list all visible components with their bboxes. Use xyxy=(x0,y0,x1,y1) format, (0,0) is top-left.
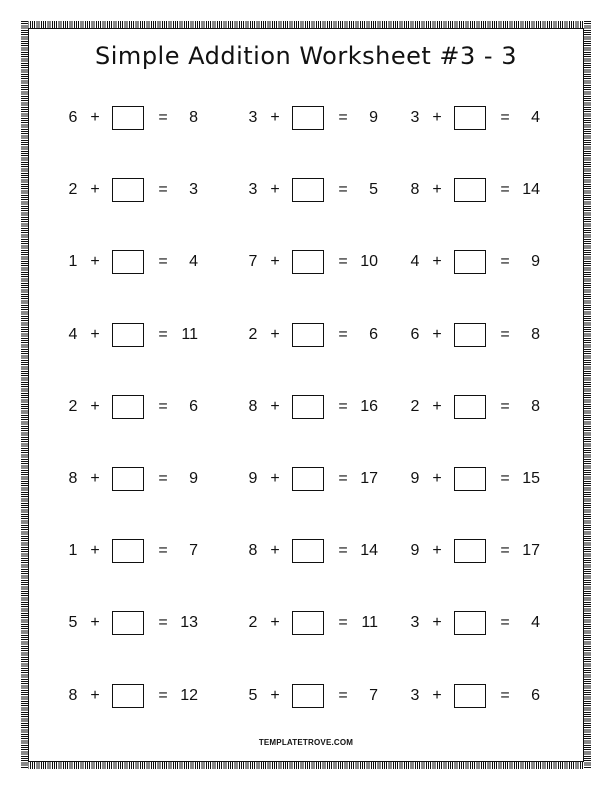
sum-value: 16 xyxy=(360,398,378,415)
addition-problem xyxy=(246,178,386,202)
addition-problem xyxy=(66,539,206,563)
answer-box[interactable] xyxy=(112,684,144,708)
sum-value: 12 xyxy=(180,687,198,704)
plus-sign: + xyxy=(90,109,100,126)
equals-sign: = xyxy=(338,687,348,704)
equals-sign: = xyxy=(500,398,510,415)
addend: 9 xyxy=(410,542,420,559)
sum-value: 4 xyxy=(189,253,198,270)
addend: 5 xyxy=(248,687,258,704)
plus-sign: + xyxy=(90,614,100,631)
plus-sign: + xyxy=(432,470,442,487)
answer-box[interactable] xyxy=(454,611,486,635)
sum-value: 7 xyxy=(189,542,198,559)
sum-value: 11 xyxy=(181,326,198,343)
plus-sign: + xyxy=(432,109,442,126)
addend: 3 xyxy=(248,109,258,126)
plus-sign: + xyxy=(90,542,100,559)
equals-sign: = xyxy=(158,253,168,270)
answer-box[interactable] xyxy=(292,611,324,635)
equals-sign: = xyxy=(500,253,510,270)
plus-sign: + xyxy=(90,687,100,704)
equals-sign: = xyxy=(500,614,510,631)
plus-sign: + xyxy=(270,398,280,415)
equals-sign: = xyxy=(158,181,168,198)
equals-sign: = xyxy=(338,326,348,343)
addend: 3 xyxy=(248,181,258,198)
plus-sign: + xyxy=(90,253,100,270)
addend: 9 xyxy=(410,470,420,487)
addition-problem xyxy=(246,250,386,274)
equals-sign: = xyxy=(500,326,510,343)
plus-sign: + xyxy=(90,326,100,343)
plus-sign: + xyxy=(270,470,280,487)
addition-problem xyxy=(66,178,206,202)
addend: 8 xyxy=(68,687,78,704)
addend: 7 xyxy=(248,253,258,270)
addend: 2 xyxy=(68,181,78,198)
equals-sign: = xyxy=(338,614,348,631)
answer-box[interactable] xyxy=(112,250,144,274)
addend: 4 xyxy=(410,253,420,270)
addition-problem xyxy=(408,467,548,491)
addition-problem xyxy=(408,395,548,419)
addend: 3 xyxy=(410,614,420,631)
addition-problem xyxy=(246,539,386,563)
sum-value: 4 xyxy=(531,614,540,631)
answer-box[interactable] xyxy=(292,323,324,347)
addend: 9 xyxy=(248,470,258,487)
answer-box[interactable] xyxy=(454,178,486,202)
addend: 8 xyxy=(68,470,78,487)
equals-sign: = xyxy=(158,109,168,126)
plus-sign: + xyxy=(90,470,100,487)
addition-problem xyxy=(246,467,386,491)
equals-sign: = xyxy=(500,109,510,126)
addend: 4 xyxy=(68,326,78,343)
sum-value: 6 xyxy=(369,326,378,343)
answer-box[interactable] xyxy=(112,467,144,491)
equals-sign: = xyxy=(500,542,510,559)
equals-sign: = xyxy=(158,687,168,704)
addition-problem xyxy=(408,611,548,635)
plus-sign: + xyxy=(270,614,280,631)
sum-value: 6 xyxy=(189,398,198,415)
plus-sign: + xyxy=(270,687,280,704)
sum-value: 10 xyxy=(360,253,378,270)
sum-value: 14 xyxy=(522,181,540,198)
addition-problem xyxy=(408,178,548,202)
answer-box[interactable] xyxy=(454,539,486,563)
plus-sign: + xyxy=(270,542,280,559)
plus-sign: + xyxy=(432,398,442,415)
sum-value: 11 xyxy=(361,614,378,631)
equals-sign: = xyxy=(500,181,510,198)
answer-box[interactable] xyxy=(292,539,324,563)
sum-value: 7 xyxy=(369,687,378,704)
equals-sign: = xyxy=(338,398,348,415)
equals-sign: = xyxy=(338,253,348,270)
addition-problem xyxy=(66,611,206,635)
addition-problem xyxy=(246,395,386,419)
addition-problem xyxy=(408,106,548,130)
equals-sign: = xyxy=(338,542,348,559)
addend: 3 xyxy=(410,687,420,704)
plus-sign: + xyxy=(90,181,100,198)
plus-sign: + xyxy=(270,326,280,343)
sum-value: 17 xyxy=(360,470,378,487)
equals-sign: = xyxy=(158,470,168,487)
answer-box[interactable] xyxy=(292,467,324,491)
plus-sign: + xyxy=(432,687,442,704)
sum-value: 8 xyxy=(531,398,540,415)
sum-value: 13 xyxy=(180,614,198,631)
answer-box[interactable] xyxy=(454,467,486,491)
equals-sign: = xyxy=(158,614,168,631)
equals-sign: = xyxy=(500,687,510,704)
addend: 1 xyxy=(68,253,78,270)
sum-value: 9 xyxy=(189,470,198,487)
answer-box[interactable] xyxy=(292,395,324,419)
answer-box[interactable] xyxy=(454,684,486,708)
addend: 2 xyxy=(68,398,78,415)
answer-box[interactable] xyxy=(112,395,144,419)
sum-value: 8 xyxy=(531,326,540,343)
answer-box[interactable] xyxy=(454,250,486,274)
plus-sign: + xyxy=(270,253,280,270)
answer-box[interactable] xyxy=(112,178,144,202)
plus-sign: + xyxy=(432,614,442,631)
addition-problem xyxy=(66,684,206,708)
answer-box[interactable] xyxy=(112,106,144,130)
equals-sign: = xyxy=(158,326,168,343)
addend: 6 xyxy=(68,109,78,126)
plus-sign: + xyxy=(432,542,442,559)
addend: 8 xyxy=(248,542,258,559)
answer-box[interactable] xyxy=(112,323,144,347)
addend: 5 xyxy=(68,614,78,631)
plus-sign: + xyxy=(90,398,100,415)
addend: 6 xyxy=(410,326,420,343)
equals-sign: = xyxy=(158,542,168,559)
answer-box[interactable] xyxy=(292,250,324,274)
sum-value: 3 xyxy=(189,181,198,198)
answer-box[interactable] xyxy=(454,395,486,419)
addition-problem xyxy=(66,106,206,130)
addend: 3 xyxy=(410,109,420,126)
answer-box[interactable] xyxy=(292,106,324,130)
answer-box[interactable] xyxy=(454,106,486,130)
plus-sign: + xyxy=(432,181,442,198)
sum-value: 9 xyxy=(369,109,378,126)
sum-value: 6 xyxy=(531,687,540,704)
equals-sign: = xyxy=(338,109,348,126)
equals-sign: = xyxy=(338,181,348,198)
plus-sign: + xyxy=(270,181,280,198)
addend: 2 xyxy=(410,398,420,415)
answer-box[interactable] xyxy=(292,684,324,708)
addition-problem xyxy=(66,395,206,419)
equals-sign: = xyxy=(158,398,168,415)
sum-value: 5 xyxy=(369,181,378,198)
addition-problem xyxy=(246,611,386,635)
answer-box[interactable] xyxy=(112,539,144,563)
page-title: Simple Addition Worksheet #3 - 3 xyxy=(95,42,517,70)
sum-value: 17 xyxy=(522,542,540,559)
addition-problem xyxy=(246,106,386,130)
footer-credit: TEMPLATETROVE.COM xyxy=(258,738,354,747)
plus-sign: + xyxy=(270,109,280,126)
addition-problem xyxy=(66,467,206,491)
addend: 8 xyxy=(410,181,420,198)
addition-problem xyxy=(408,250,548,274)
sum-value: 8 xyxy=(189,109,198,126)
answer-box[interactable] xyxy=(112,611,144,635)
addition-problem xyxy=(246,323,386,347)
sum-value: 9 xyxy=(531,253,540,270)
equals-sign: = xyxy=(500,470,510,487)
addition-problem xyxy=(66,323,206,347)
addition-problem xyxy=(408,323,548,347)
answer-box[interactable] xyxy=(292,178,324,202)
addition-problem xyxy=(408,539,548,563)
plus-sign: + xyxy=(432,253,442,270)
addend: 1 xyxy=(68,542,78,559)
sum-value: 15 xyxy=(522,470,540,487)
addend: 8 xyxy=(248,398,258,415)
sum-value: 4 xyxy=(531,109,540,126)
addend: 2 xyxy=(248,614,258,631)
addend: 2 xyxy=(248,326,258,343)
addition-problem xyxy=(66,250,206,274)
plus-sign: + xyxy=(432,326,442,343)
addition-problem xyxy=(408,684,548,708)
equals-sign: = xyxy=(338,470,348,487)
answer-box[interactable] xyxy=(454,323,486,347)
addition-problem xyxy=(246,684,386,708)
sum-value: 14 xyxy=(360,542,378,559)
